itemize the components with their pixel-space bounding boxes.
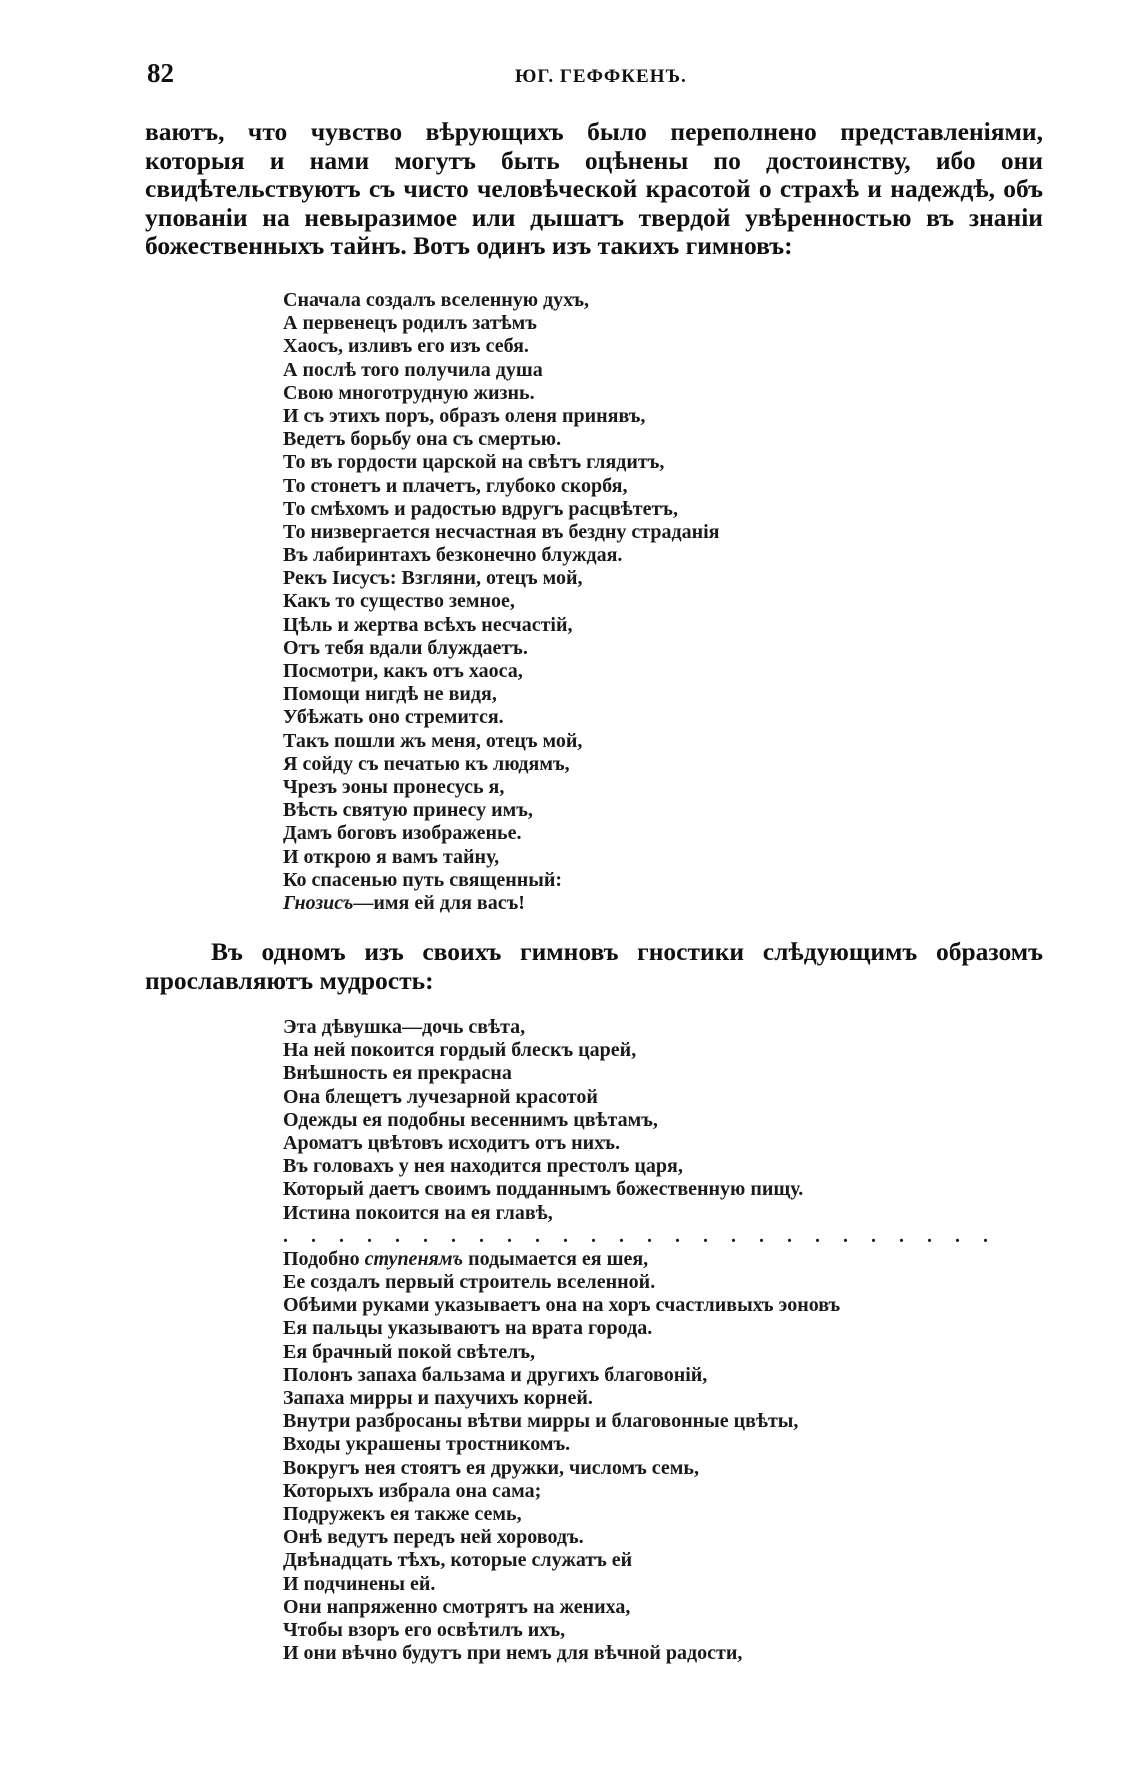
italic-term: Гнозисъ [283, 891, 354, 914]
verse-line: Такъ пошли жъ меня, отецъ мой, [283, 729, 583, 752]
verse-line: Я сойду съ печатью къ людямъ, [283, 752, 570, 775]
verse-line: А первенецъ родилъ затѣмъ [283, 312, 537, 335]
verse-line: Внѣшность ея прекрасна [283, 1062, 512, 1085]
verse-line: И подчинены ей. [283, 1572, 436, 1595]
omission-dots: . . . . . . . . . . . . . . . . . . . . . . . . . . [283, 1224, 997, 1247]
verse-line: Убѣжать оно стремится. [283, 706, 504, 729]
verse-line: То стонетъ и плачетъ, глубоко скорбя, [283, 474, 628, 497]
verse-line: Они напряженно смотрятъ на жениха, [283, 1595, 631, 1618]
verse-line: Двѣнадцать тѣхъ, которые служатъ ей [283, 1549, 633, 1572]
verse-line: Вѣсть святую принесу имъ, [283, 799, 533, 822]
verse-line: Чрезъ эоны пронесусь я, [283, 775, 505, 798]
verse-line: То въ гордости царской на свѣтъ глядитъ, [283, 451, 665, 474]
verse-line: Вокругъ нея стоятъ ея дружки, числомъ семь, [283, 1456, 700, 1479]
verse-line: Дамъ боговъ изображенье. [283, 822, 522, 845]
verse-line: Свою многотрудную жизнь. [283, 381, 535, 404]
verse-line: Отъ тебя вдали блуждаетъ. [283, 636, 528, 659]
verse-line: Сначала создалъ вселенную духъ, [283, 289, 590, 311]
verse-line: Въ головахъ у нея находится престолъ царя, [283, 1155, 683, 1178]
italic-word: ступенямъ [364, 1247, 464, 1270]
verse-line: Подружекъ ея также семь, [283, 1502, 522, 1525]
verse-line: Рекъ Іисусъ: Взгляни, отецъ мой, [283, 567, 583, 590]
verse-line: Какъ то существо земное, [283, 590, 515, 613]
intro-paragraph: ваютъ, что чувство вѣрующихъ было переполнено представленіями, которыя и нами могутъ быть оцѣнены по достоинству, ибо они свидѣтельствуютъ съ чисто человѣческой красотой о страхѣ и надеждѣ, объ упованіи на невыразимое или дышатъ твердой увѣренностью въ знаніи божественныхъ тайнъ. Вотъ одинъ изъ такихъ гимновъ: [145, 117, 1043, 260]
verse-line: Помощи нигдѣ не видя, [283, 683, 497, 706]
verse-line: Полонъ запаха бальзама и другихъ благовоній, [283, 1363, 708, 1386]
page-header [145, 58, 1040, 94]
verse-line: Посмотри, какъ отъ хаоса, [283, 660, 523, 682]
verse-line: Ея пальцы указываютъ на врата города. [283, 1317, 653, 1340]
verse-line: Обѣими руками указываетъ она на хоръ счастливыхъ эоновъ [283, 1294, 841, 1317]
verse-line: Эта дѣвушка—дочь свѣта, [283, 1016, 526, 1038]
running-head: ЮГ. ГЕФФКЕНЪ. [515, 66, 687, 87]
verse-line [283, 1248, 1043, 1271]
verse-line: Она блещетъ лучезарной красотой [283, 1085, 598, 1108]
hymn-2 [283, 1016, 1043, 1665]
verse-line: Истина покоится на ея главѣ, [283, 1201, 553, 1224]
verse-line: Чтобы взоръ его освѣтилъ ихъ, [283, 1618, 566, 1641]
verse-line: Входы украшены тростникомъ. [283, 1433, 571, 1456]
second-paragraph: Въ одномъ изъ своихъ гимновъ гностики слѣдующимъ образомъ прославляютъ мудрость: [145, 937, 1043, 995]
verse-line: А послѣ того получила душа [283, 358, 543, 381]
verse-line: Ведетъ борьбу она съ смертью. [283, 428, 562, 451]
verse-line: То смѣхомъ и радостью вдругъ расцвѣтетъ, [283, 497, 678, 520]
verse-line: Ее создалъ первый строитель вселенной. [283, 1271, 656, 1294]
verse-line: Ко спасенью путь священный: [283, 868, 563, 891]
verse-line: И открою я вамъ тайну, [283, 845, 500, 868]
verse-line-end: подымается ея шея, [463, 1247, 649, 1270]
verse-line: Ароматъ цвѣтовъ исходитъ отъ нихъ. [283, 1131, 621, 1154]
verse-line: И они вѣчно будутъ при немъ для вѣчной радости, [283, 1642, 743, 1665]
verse-line-last [283, 892, 1043, 915]
verse-line-start: Подобно [283, 1247, 365, 1270]
verse-line: Одежды ея подобны весеннимъ цвѣтамъ, [283, 1108, 658, 1131]
verse-line: Хаосъ, изливъ его изъ себя. [283, 335, 529, 358]
verse-line: Внутри разбросаны вѣтви мирры и благовонные цвѣты, [283, 1410, 799, 1433]
verse-line: То низвергается несчастная въ бездну страданія [283, 520, 720, 543]
verse-line: Въ лабиринтахъ безконечно блуждая. [283, 544, 623, 567]
verse-line: Ея брачный покой свѣтелъ, [283, 1340, 535, 1363]
verse-line-rest: —имя ей для васъ! [353, 891, 525, 914]
verse-line: Которыхъ избрала она сама; [283, 1479, 542, 1502]
verse-line: И съ этихъ поръ, образъ оленя принявъ, [283, 404, 646, 427]
page-number: 82 [147, 58, 174, 88]
verse-line: Запаха мирры и пахучихъ корней. [283, 1387, 593, 1409]
hymn-1 [283, 289, 1043, 915]
verse-line: Онѣ ведутъ передъ ней хороводъ. [283, 1526, 584, 1549]
verse-line: Цѣль и жертва всѣхъ несчастій, [283, 613, 573, 636]
verse-line: Который даетъ своимъ подданнымъ божественную пищу. [283, 1178, 804, 1201]
verse-line: На ней покоится гордый блескъ царей, [283, 1039, 637, 1062]
